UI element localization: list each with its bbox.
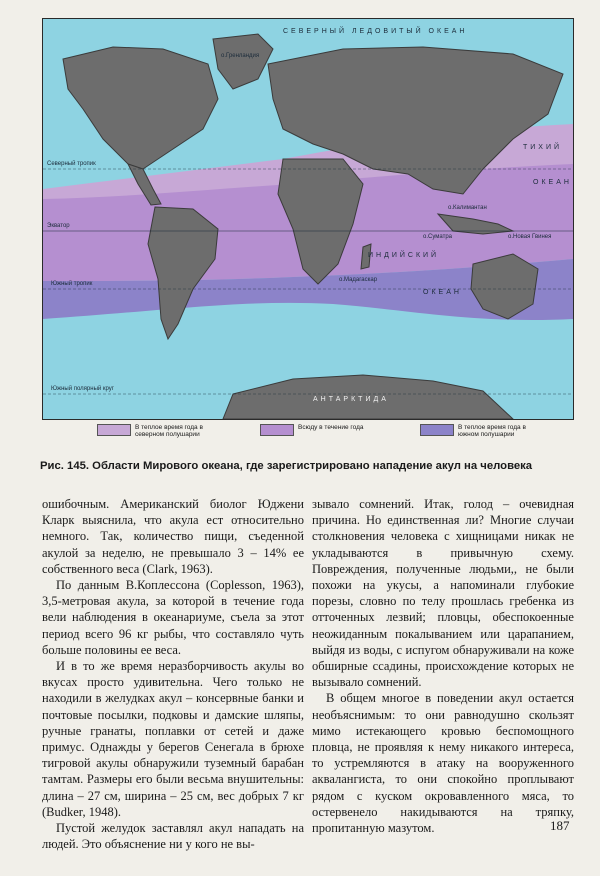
legend-item-south bbox=[420, 424, 528, 438]
text-column-left bbox=[42, 496, 304, 852]
antarctica-label: АНТАРКТИДА bbox=[313, 396, 389, 403]
legend-swatch bbox=[420, 424, 454, 436]
kalimantan-label: о.Калимантан bbox=[448, 205, 487, 211]
legend-swatch bbox=[97, 424, 131, 436]
paragraph: По данным В.Коплессона (Coplesson, 1963), 3,5-метровая акула, за которой в течение года вели наблюдения в океанариуме, съела за этот период всего 96 кг рыбы, что составляло чуть больше половины ее веса. bbox=[42, 578, 304, 657]
pacific-label: ТИХИЙ bbox=[523, 144, 563, 151]
figure-caption: Рис. 145. Области Мирового океана, где зарегистрировано нападение акул на человека bbox=[40, 460, 533, 472]
legend-item-all-year bbox=[260, 424, 368, 436]
paragraph: зывало сомнений. Итак, голод – очевидная причина. Но единственная ли? Многие случаи столкновения человека с хищницами никак не укладываются в привычную схему. Повреждения, полученные людьми,, не были похожи на укусы, а напоминали глубокие порезы, словно по телу прошлась гребенка из отточенных лезвий; пловцы, обеспокоенные неожиданным покалыванием или царапанием, выйдя из воды, с испугом обнаруживали на коже обширные ссадины, происхождение которых не вызывало сомнений. bbox=[312, 497, 574, 690]
greenland bbox=[213, 34, 273, 89]
legend-item-north bbox=[97, 424, 205, 438]
new-guinea-label: о.Новая Гвинея bbox=[508, 234, 552, 240]
map-legend bbox=[42, 424, 572, 446]
indian-label: ИНДИЙСКИЙ bbox=[368, 252, 440, 259]
legend-label: В теплое время года в южном полушарии bbox=[458, 424, 526, 438]
text-column-right bbox=[312, 496, 574, 836]
legend-label: Всюду в течение года bbox=[298, 424, 364, 431]
north-tropic-label: Северный тропик bbox=[47, 161, 96, 167]
madagascar-label: о.Мадагаскар bbox=[339, 277, 378, 283]
sumatra-label: о.Суматра bbox=[423, 234, 453, 240]
south-tropic-label: Южный тропик bbox=[51, 281, 93, 287]
paragraph: И в то же время неразборчивость акулы во вкусах просто удивительна. Чего только не находили в желудках акул – консервные банки и почтовые посылки, подковы и дамские шляпы, ручные гранаты, поплавки от сетей и даже примус. Однажды у берегов Сенегала в брюхе тигровой акулы обнаружили туземный барабан тамтам. Размеры его были весьма внушительны: длина – 27 см, ширина – 25 см, вес добрых 7 кг (Budker, 1948). bbox=[42, 659, 304, 819]
arctic-ocean-label: СЕВЕРНЫЙ ЛЕДОВИТЫЙ ОКЕАН bbox=[283, 28, 468, 35]
paragraph: Пустой желудок заставлял акул нападать на людей. Это объяснение ни у кого не вы- bbox=[42, 821, 304, 852]
map-svg bbox=[43, 19, 573, 419]
north-america bbox=[63, 47, 218, 169]
pacific-ocean-label: ОКЕАН bbox=[533, 179, 572, 186]
paragraph: ошибочным. Американский биолог Юджени Кларк выяснила, что акула ест относительно немного. Так, количество пищи, съеденной акулой за неделю, не превышало 3 – 14% ее собственного веса (Clark, 1963). bbox=[42, 497, 304, 576]
legend-swatch bbox=[260, 424, 294, 436]
equator-label: Экватор bbox=[47, 223, 70, 229]
indian-ocean-label: ОКЕАН bbox=[423, 289, 462, 296]
greenland-label: о.Гренландия bbox=[221, 53, 260, 59]
legend-label: В теплое время года в северном полушарии bbox=[135, 424, 203, 438]
world-map bbox=[42, 18, 574, 420]
south-polar-label: Южный полярный круг bbox=[51, 386, 114, 392]
paragraph: В общем многое в поведении акул остается необъяснимым: то они равнодушно скользят мимо истекающего кровью беспомощного пловца, не проявляя к нему никакого интереса, то устремляются в атаку на вооруженного аквалангиста, то они спокойно проплывают рядом с куском окровавленного мяса, то остервенело накидываются на тряпку, пропитанную мазутом. bbox=[312, 691, 574, 836]
page-number: 187 bbox=[550, 818, 570, 833]
